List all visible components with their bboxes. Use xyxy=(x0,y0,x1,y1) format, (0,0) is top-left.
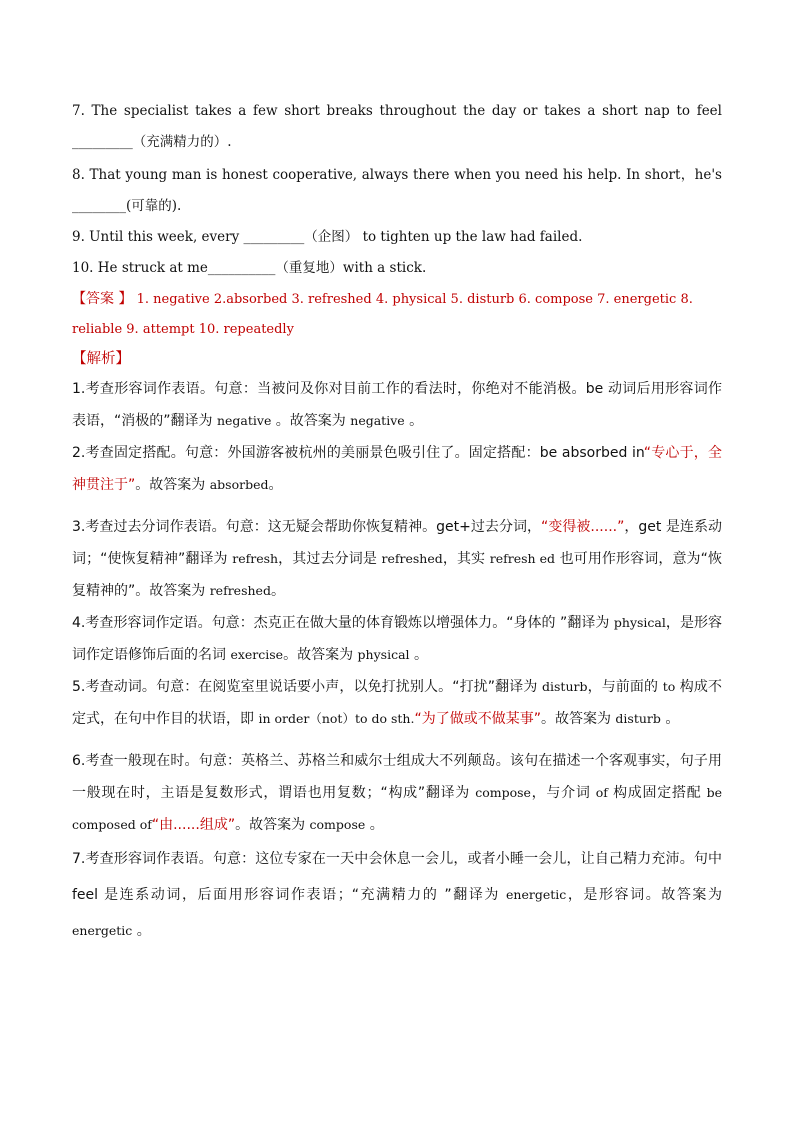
question-7: 7. The specialist takes a few short breaks throughout the day or takes a short nap to feel _________（充满精力的）. xyxy=(72,103,722,150)
question-8: 8. That young man is honest cooperative, always there when you need his help. In short，he's ________(可靠的). xyxy=(72,167,722,214)
question-9: 9. Until this week, every _________（企图） to tighten up the law had failed. xyxy=(72,229,583,245)
analysis-item-1: 1.考查形容词作表语。句意：当被问及你对目前工作的看法时，你绝对不能消极。be 动词后用形容词作表语，“消极的”翻译为 negative 。故答案为 negative 。 xyxy=(72,381,722,429)
analysis-item-2: 2.考查固定搭配。句意：外国游客被杭州的美丽景色吸引住了。固定搭配：be absorbed in“专心于，全神贯注于”。故答案为 absorbed。 xyxy=(72,445,722,493)
analysis-item-4: 4.考查形容词作定语。句意：杰克正在做大量的体育锻炼以增强体力。“身体的 ”翻译为 physical，是形容词作定语修饰后面的名词 exercise。故答案为 physical 。 xyxy=(72,615,723,663)
answer-label: 【答案 】 xyxy=(72,291,133,307)
answer-text: 1. negative 2.absorbed 3. refreshed 4. physical 5. disturb 6. compose 7. energetic 8. reliable 9. attempt 10. repeatedly xyxy=(72,292,693,337)
question-10: 10. He struck at me__________（重复地）with a stick. xyxy=(72,260,427,276)
analysis-item-3: 3.考查过去分词作表语。句意：这无疑会帮助你恢复精神。get+过去分词，“变得被......”，get 是连系动词；“使恢复精神”翻译为 refresh，其过去分词是 refreshed，其实 refresh ed 也可用作形容词，意为“恢复精神的”。故答案为 refreshed。 xyxy=(72,519,723,599)
document-page xyxy=(72,96,722,949)
answer-block xyxy=(72,284,722,345)
analysis-item-6: 6.考查一般现在时。句意：英格兰、苏格兰和威尔士组成大不列颠岛。该句在描述一个客观事实，句子用一般现在时，主语是复数形式，谓语也用复数；“构成”翻译为 compose，与介词 of 构成固定搭配 be composed of“由......组成”。故答案为 compose 。 xyxy=(72,753,722,833)
analysis-item-7: 7.考查形容词作表语。句意：这位专家在一天中会休息一会儿，或者小睡一会儿，让自己精力充沛。句中 feel 是连系动词，后面用形容词作表语；“充满精力的 ”翻译为 energetic，是形容词。故答案为 energetic 。 xyxy=(72,851,722,939)
analysis-item-5: 5.考查动词。句意：在阅览室里说话要小声，以免打扰别人。“打扰”翻译为 disturb，与前面的 to 构成不定式，在句中作目的状语，即 in order（not）to do sth.“为了做或不做某事”。故答案为 disturb 。 xyxy=(72,679,723,727)
analysis-label: 【解析】 xyxy=(72,351,130,367)
